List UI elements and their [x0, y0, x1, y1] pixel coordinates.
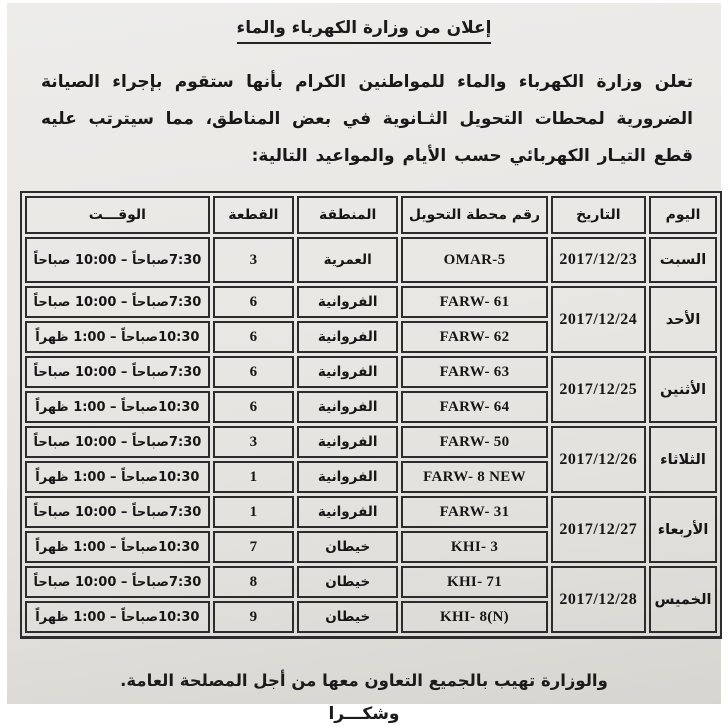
- block-cell: 6: [213, 391, 294, 423]
- time-cell: 7:30صباحاً – 10:00 صباحاً: [25, 566, 210, 598]
- station-cell: FARW- 61: [401, 286, 547, 318]
- header-time: الوقـــت: [25, 196, 210, 234]
- area-cell: الفروانية: [297, 356, 398, 388]
- station-cell: FARW- 50: [401, 426, 547, 458]
- date-cell: 2017/12/24: [551, 286, 646, 353]
- time-cell: 7:30صباحاً – 10:00 صباحاً: [25, 237, 210, 283]
- area-cell: الفروانية: [297, 321, 398, 353]
- table-row: [25, 426, 717, 458]
- header-area: المنطقة: [297, 196, 398, 234]
- block-cell: 8: [213, 566, 294, 598]
- time-cell: 7:30صباحاً – 10:00 صباحاً: [25, 496, 210, 528]
- header-date: التاريخ: [551, 196, 646, 234]
- area-cell: الفروانية: [297, 496, 398, 528]
- area-cell: خيطان: [297, 601, 398, 633]
- page-title: إعلان من وزارة الكهرباء والماء: [237, 18, 492, 44]
- station-cell: FARW- 64: [401, 391, 547, 423]
- area-cell: العمرية: [297, 237, 398, 283]
- time-cell: 7:30صباحاً – 10:00 صباحاً: [25, 426, 210, 458]
- station-cell: KHI- 8(N): [401, 601, 547, 633]
- date-cell: 2017/12/27: [551, 496, 646, 563]
- station-cell: FARW- 31: [401, 496, 547, 528]
- intro-paragraph: تعلن وزارة الكهرباء والماء للمواطنين الكرام بأنها ستقوم بإجراء الصيانة الضرورية لمحطات التحويل الثـانوية في بعض المناطق، مما سيترتب عليه قطع التيـار الكهربائي حسب الأيام والمواعيد التالية:: [41, 72, 693, 166]
- table-header-row: [25, 196, 717, 234]
- station-cell: KHI- 3: [401, 531, 547, 563]
- time-cell: 7:30صباحاً – 10:00 صباحاً: [25, 286, 210, 318]
- time-cell: 10:30صباحاً – 1:00 ظهراً: [25, 391, 210, 423]
- area-cell: الفروانية: [297, 426, 398, 458]
- time-cell: 10:30صباحاً – 1:00 ظهراً: [25, 461, 210, 493]
- table-row: [25, 356, 717, 388]
- day-cell: الثلاثاء: [649, 426, 717, 493]
- date-cell: 2017/12/26: [551, 426, 646, 493]
- time-cell: 10:30صباحاً – 1:00 ظهراً: [25, 601, 210, 633]
- block-cell: 6: [213, 356, 294, 388]
- header-block: القطعة: [213, 196, 294, 234]
- area-cell: خيطان: [297, 531, 398, 563]
- date-cell: 2017/12/23: [551, 237, 646, 283]
- station-cell: FARW- 62: [401, 321, 547, 353]
- day-cell: الأثنين: [649, 356, 717, 423]
- area-cell: الفروانية: [297, 286, 398, 318]
- time-cell: 10:30صباحاً – 1:00 ظهراً: [25, 531, 210, 563]
- station-cell: OMAR-5: [401, 237, 547, 283]
- table-row: [25, 237, 717, 283]
- block-cell: 6: [213, 321, 294, 353]
- table-row: [25, 286, 717, 318]
- day-cell: الخميس: [649, 566, 717, 633]
- block-cell: 1: [213, 461, 294, 493]
- station-cell: FARW- 8 NEW: [401, 461, 547, 493]
- block-cell: 1: [213, 496, 294, 528]
- title-row: [7, 3, 721, 44]
- station-cell: FARW- 63: [401, 356, 547, 388]
- footer-note: والوزارة تهيب بالجميع التعاون معها من أجل المصلحة العامة.: [120, 671, 608, 690]
- date-cell: 2017/12/28: [551, 566, 646, 633]
- outage-schedule-table: [20, 191, 722, 639]
- header-station: رقم محطة التحويل: [401, 196, 547, 234]
- block-cell: 7: [213, 531, 294, 563]
- table-row: [25, 566, 717, 598]
- day-cell: الأربعاء: [649, 496, 717, 563]
- scanned-document: [7, 3, 721, 724]
- header-day: اليوم: [649, 196, 717, 234]
- block-cell: 3: [213, 426, 294, 458]
- block-cell: 3: [213, 237, 294, 283]
- area-cell: خيطان: [297, 566, 398, 598]
- date-cell: 2017/12/25: [551, 356, 646, 423]
- station-cell: KHI- 71: [401, 566, 547, 598]
- time-cell: 10:30صباحاً – 1:00 ظهراً: [25, 321, 210, 353]
- area-cell: الفروانية: [297, 461, 398, 493]
- area-cell: الفروانية: [297, 391, 398, 423]
- block-cell: 9: [213, 601, 294, 633]
- thanks-text: وشكـــرا: [328, 704, 400, 724]
- block-cell: 6: [213, 286, 294, 318]
- time-cell: 7:30صباحاً – 10:00 صباحاً: [25, 356, 210, 388]
- day-cell: السبت: [649, 237, 717, 283]
- table-row: [25, 496, 717, 528]
- day-cell: الأحد: [649, 286, 717, 353]
